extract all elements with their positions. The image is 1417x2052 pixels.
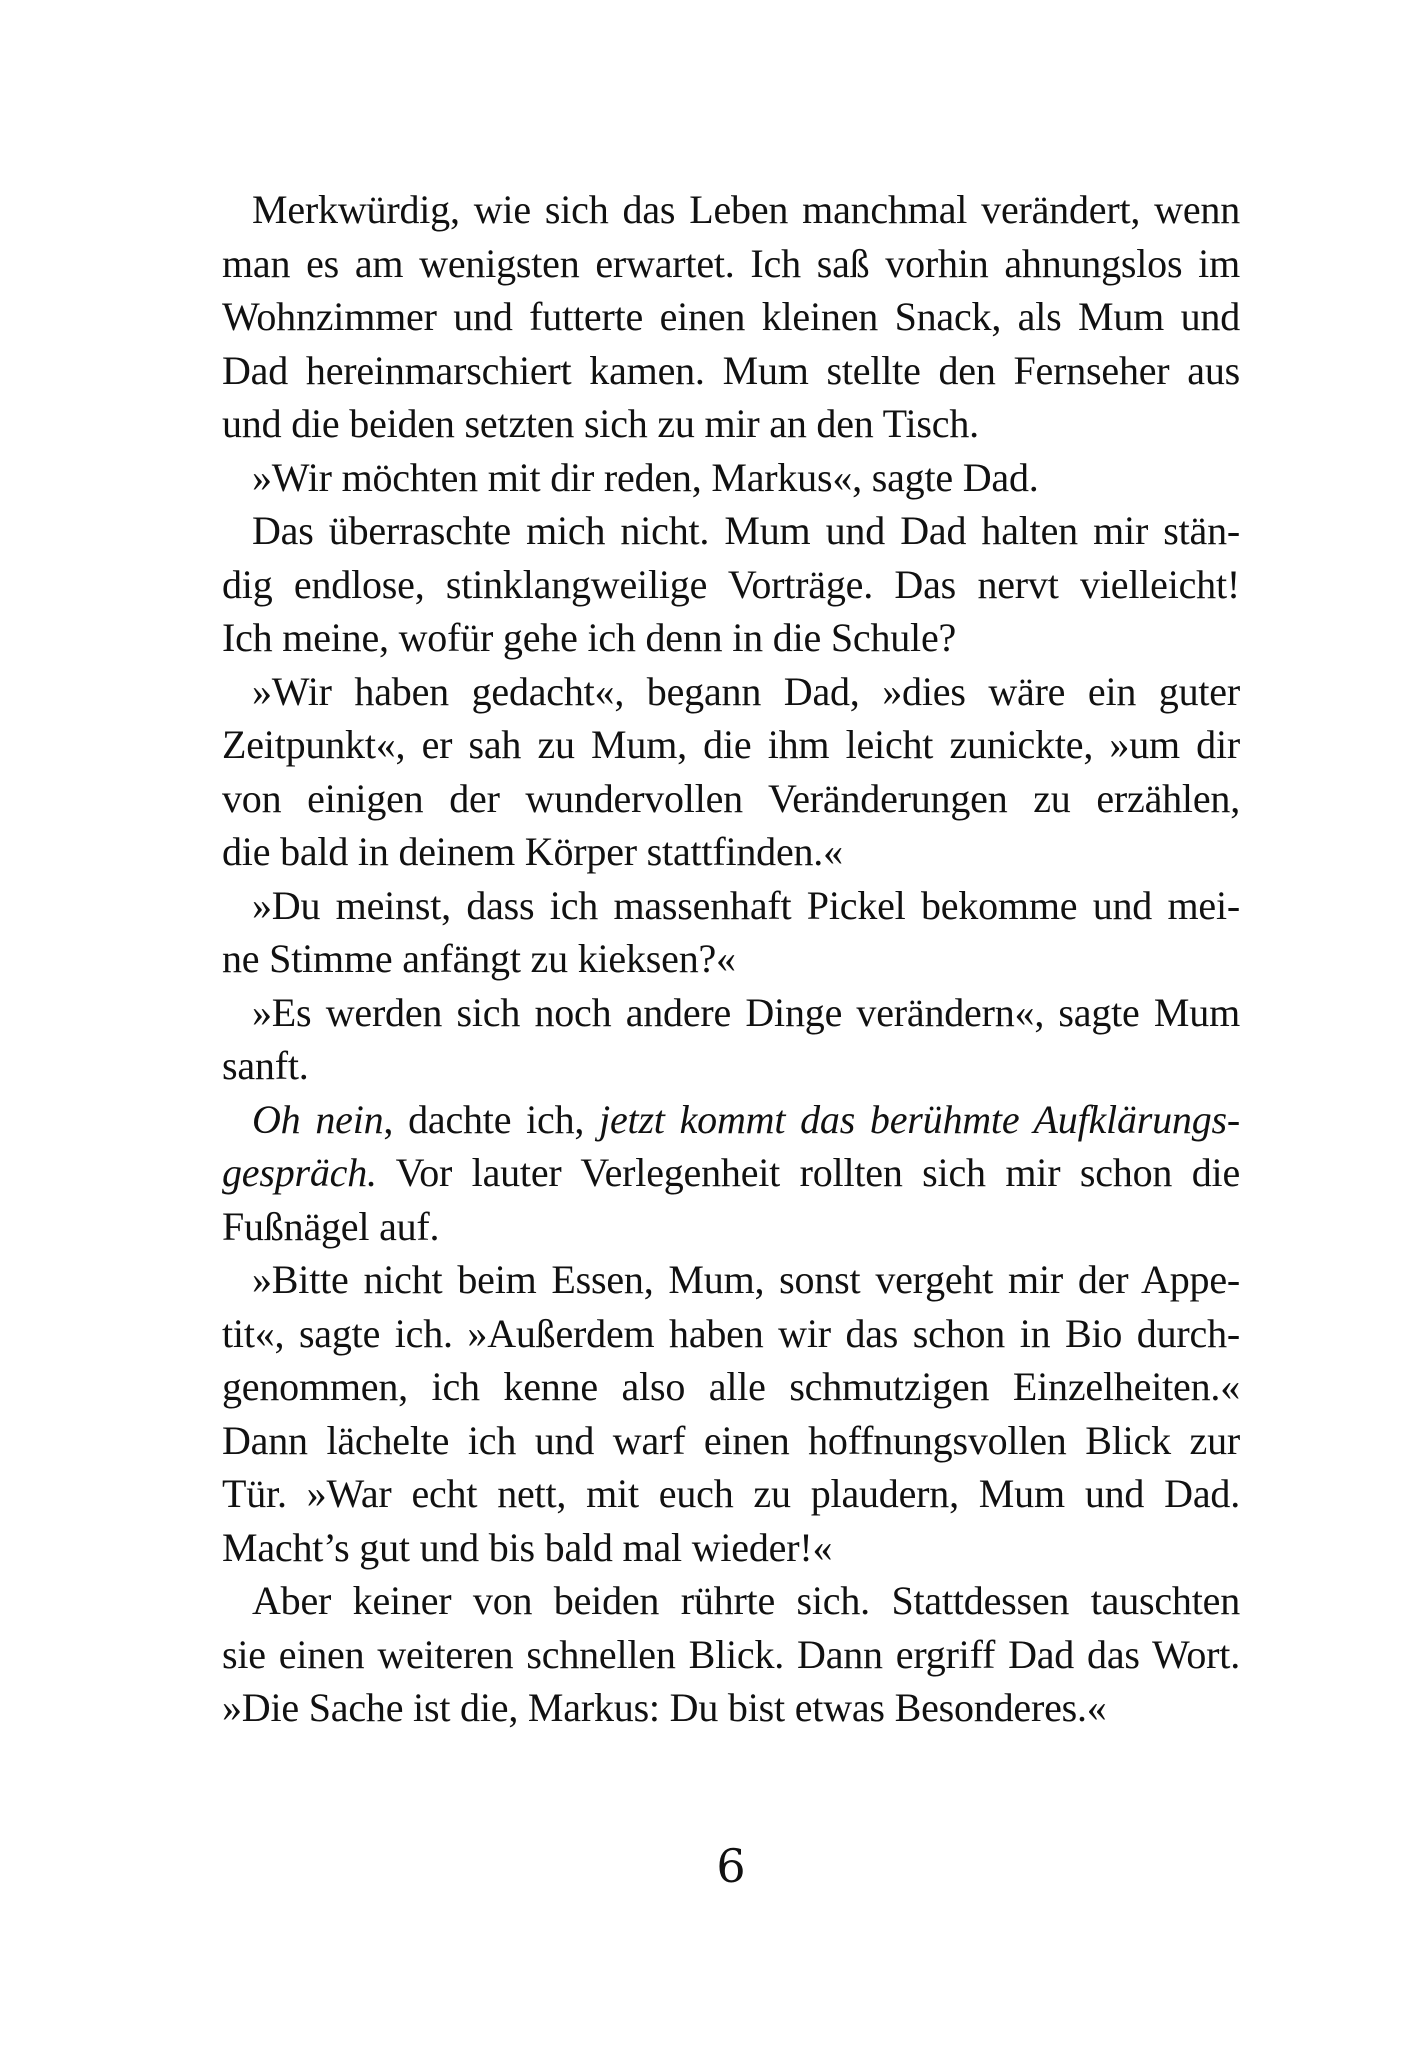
text-line bbox=[222, 1360, 1240, 1414]
italic-text-segment: gespräch. bbox=[222, 1150, 377, 1195]
text-segment: »Es werden sich noch andere Dinge verändern«, sagte Mum bbox=[252, 989, 1240, 1035]
text-line bbox=[222, 1681, 1240, 1735]
text-segment: Tür. »War echt nett, mit euch zu plaudern, Mum und Dad. bbox=[222, 1471, 1240, 1516]
text-segment: »Die Sache ist die, Markus: Du bist etwas Besonderes.« bbox=[222, 1685, 1107, 1730]
page-number: 6 bbox=[716, 1839, 746, 1893]
text-segment: »Du meinst, dass ich massenhaft Pickel bekomme und mei- bbox=[252, 882, 1240, 928]
text-line bbox=[222, 1093, 1240, 1147]
text-segment: tit«, sagte ich. »Außerdem haben wir das schon in Bio durch- bbox=[222, 1310, 1240, 1356]
text-line bbox=[222, 1521, 1240, 1575]
text-segment: Dad hereinmarschiert kamen. Mum stellte den Fernseher aus bbox=[222, 347, 1240, 393]
text-segment: und die beiden setzten sich zu mir an den Tisch. bbox=[222, 401, 979, 446]
text-segment: Das überraschte mich nicht. Mum und Dad halten mir stän- bbox=[252, 508, 1240, 553]
text-line bbox=[222, 1039, 1240, 1093]
text-line bbox=[222, 1146, 1240, 1200]
text-line bbox=[222, 504, 1240, 558]
text-segment: ne Stimme anfängt zu kieksen?« bbox=[222, 936, 736, 981]
text-line bbox=[222, 558, 1240, 612]
text-line bbox=[222, 1574, 1240, 1628]
text-segment: dig endlose, stinklangweilige Vorträge. Das nervt vielleicht! bbox=[222, 561, 1240, 607]
text-segment: Fußnägel auf. bbox=[222, 1203, 440, 1249]
text-segment: »Wir haben gedacht«, begann Dad, »dies wäre ein guter bbox=[252, 668, 1240, 714]
text-segment: Dann lächelte ich und warf einen hoffnungsvollen Blick zur bbox=[222, 1417, 1240, 1463]
italic-text-segment: Oh nein bbox=[252, 1096, 384, 1142]
text-line bbox=[222, 1253, 1240, 1307]
text-line bbox=[222, 879, 1240, 933]
italic-text-segment: jetzt kommt das berühmte Aufklärungs- bbox=[599, 1096, 1240, 1142]
text-line bbox=[222, 1628, 1240, 1682]
text-segment: Aber keiner von beiden rührte sich. Stattdessen tauschten bbox=[252, 1578, 1240, 1623]
text-line bbox=[222, 344, 1240, 398]
text-segment: sie einen weiteren schnellen Blick. Dann ergriff Dad das Wort. bbox=[222, 1631, 1240, 1677]
text-segment: »Wir möchten mit dir reden, Markus«, sagte Dad. bbox=[252, 454, 1039, 500]
text-line bbox=[222, 1467, 1240, 1521]
text-line bbox=[222, 1307, 1240, 1361]
text-line bbox=[222, 290, 1240, 344]
text-segment: Zeitpunkt«, er sah zu Mum, die ihm leicht zunickte, »um dir bbox=[222, 722, 1240, 767]
text-segment: Macht’s gut und bis bald mal wieder!« bbox=[222, 1524, 833, 1570]
text-segment: sanft. bbox=[222, 1043, 309, 1088]
text-line bbox=[222, 772, 1240, 826]
text-line bbox=[222, 451, 1240, 505]
text-line bbox=[222, 397, 1240, 451]
text-segment: , dachte ich, bbox=[383, 1096, 600, 1142]
text-segment: Merkwürdig, wie sich das Leben manchmal verändert, wenn bbox=[252, 187, 1240, 232]
text-line bbox=[222, 1200, 1240, 1254]
text-segment: die bald in deinem Körper stattfinden.« bbox=[222, 829, 843, 874]
text-line bbox=[222, 237, 1240, 291]
text-segment: Wohnzimmer und futterte einen kleinen Snack, als Mum und bbox=[222, 294, 1240, 339]
text-line bbox=[222, 825, 1240, 879]
page-text-block bbox=[222, 183, 1240, 1735]
text-line bbox=[222, 1414, 1240, 1468]
text-segment: von einigen der wundervollen Veränderungen zu erzählen, bbox=[222, 775, 1240, 821]
text-line bbox=[222, 932, 1240, 986]
text-segment: man es am wenigsten erwartet. Ich saß vorhin ahnungslos im bbox=[222, 240, 1240, 286]
text-line bbox=[222, 665, 1240, 719]
text-line bbox=[222, 183, 1240, 237]
text-line bbox=[222, 611, 1240, 665]
text-segment: Vor lauter Verlegenheit rollten sich mir schon die bbox=[376, 1150, 1240, 1195]
text-line bbox=[222, 718, 1240, 772]
text-segment: Ich meine, wofür gehe ich denn in die Schule? bbox=[222, 615, 957, 660]
text-segment: genommen, ich kenne also alle schmutzigen Einzelheiten.« bbox=[222, 1364, 1240, 1409]
text-segment: »Bitte nicht beim Essen, Mum, sonst vergeht mir der Appe- bbox=[252, 1257, 1240, 1302]
text-line bbox=[222, 986, 1240, 1040]
